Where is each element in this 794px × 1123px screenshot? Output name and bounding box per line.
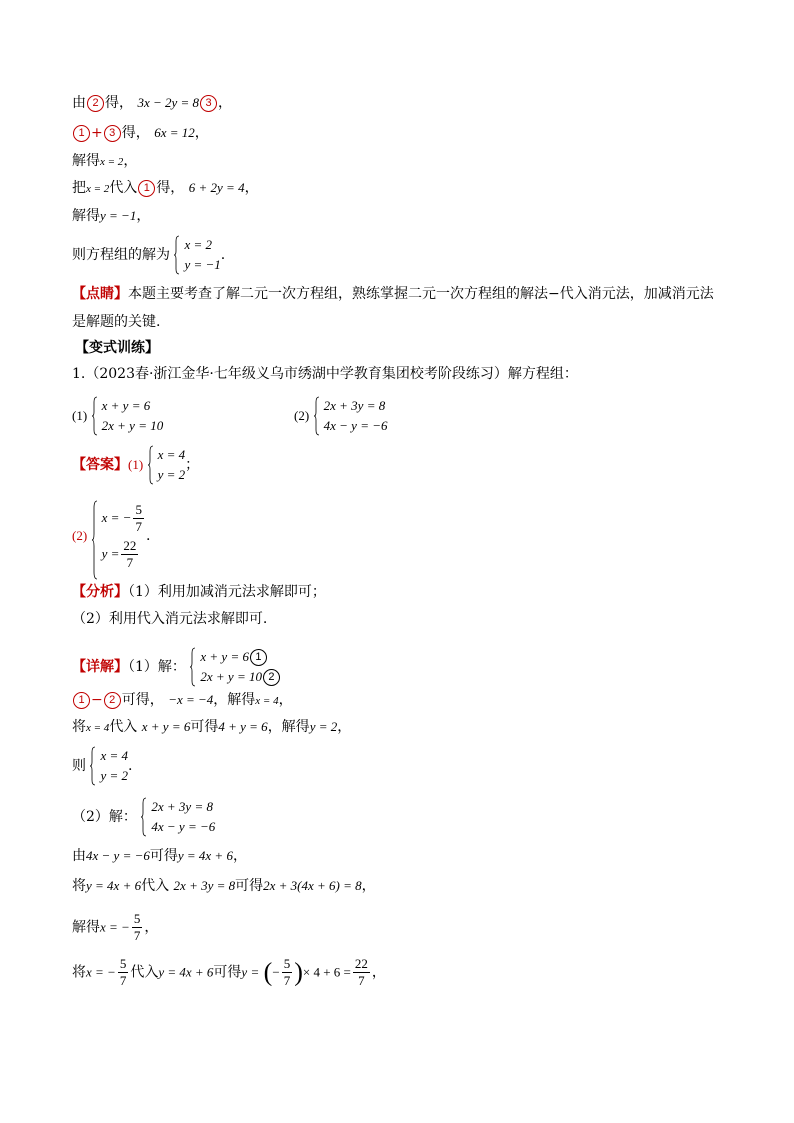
brace-icon <box>314 396 320 436</box>
text: 可得， <box>121 692 164 708</box>
equation-system <box>190 647 281 687</box>
system-row: x = 4 <box>100 748 128 763</box>
circled-1-marker: 1 <box>73 125 90 142</box>
equation-system <box>148 445 186 485</box>
plus-sign: + <box>91 125 103 141</box>
text: ，解得 <box>213 692 256 708</box>
text: 由 <box>72 95 86 111</box>
brace-icon <box>148 445 154 485</box>
system-row: x = 2 <box>184 237 212 252</box>
comment-text: 本题主要考查了解二元一次方程组，熟练掌握二元一次方程组的解法−代入消元法，加减消元法 <box>128 286 714 302</box>
problem-2 <box>294 396 387 436</box>
detail-step-6 <box>72 911 158 944</box>
text: ， <box>218 95 233 111</box>
text: 则 <box>72 758 86 774</box>
equation-system <box>92 396 164 436</box>
circled-2-marker: 2 <box>263 669 280 686</box>
detail-tag: 【详解】 <box>72 659 128 675</box>
numerator: 22 <box>354 956 368 971</box>
step-line-3 <box>72 151 137 172</box>
system-row: x = 4 <box>157 447 186 462</box>
text: 将 <box>72 964 86 981</box>
equation: × 4 + 6 = <box>302 964 351 980</box>
equation: y = <box>241 964 260 980</box>
equation-system <box>141 797 215 837</box>
equation: 6 + 2y = 4 <box>188 180 245 195</box>
left-paren: ( <box>263 957 273 987</box>
system-row: y = −1 <box>184 257 221 272</box>
text: ， <box>244 180 259 196</box>
detail-step-2 <box>72 717 351 738</box>
analysis-tag: 【分析】 <box>72 584 128 600</box>
text: . <box>220 247 226 263</box>
text: ， <box>371 964 386 981</box>
comment-line-1 <box>72 284 714 304</box>
text: 可得 <box>190 719 219 735</box>
numerator: 5 <box>133 911 141 926</box>
numerator: 5 <box>135 501 142 517</box>
fraction <box>121 538 138 571</box>
text: 代入 <box>141 878 170 894</box>
answer-label: (1) <box>128 457 144 472</box>
brace-icon <box>190 647 196 687</box>
text: 将 <box>72 878 86 894</box>
denominator: 7 <box>133 928 141 943</box>
equation: x = − <box>101 510 132 525</box>
equation: 3x − 2y = 8 <box>137 95 200 110</box>
text: ， <box>123 153 138 169</box>
text: 解得 <box>72 153 100 169</box>
text: 得， <box>156 180 185 196</box>
fraction <box>353 956 370 989</box>
detail-step-4 <box>72 846 247 866</box>
step-line-5 <box>72 206 150 226</box>
equation: x + y = 6 <box>141 719 191 734</box>
minus-sign: − <box>272 964 280 980</box>
equation: x = 4 <box>86 722 110 734</box>
text: ，解得 <box>267 719 310 735</box>
equation-system <box>90 746 128 786</box>
text: 可得 <box>235 878 264 894</box>
detail-step-5 <box>72 876 376 896</box>
answer-label: (2) <box>72 528 88 543</box>
text: 将 <box>72 719 86 735</box>
detail-step-1 <box>72 690 293 711</box>
equation: x = − <box>100 919 130 935</box>
problem-text: 1.（2023春·浙江金华·七年级义乌市绣湖中学教育集团校考阶段练习）解方程组： <box>72 366 578 382</box>
fraction <box>132 911 143 944</box>
text: . <box>145 528 151 544</box>
equation: 2x + 3(4x + 6) = 8 <box>263 878 362 893</box>
equation: 2x + y = 10 <box>200 669 262 684</box>
text: 得， <box>121 125 150 141</box>
equation: y = 4x + 6 <box>177 848 233 863</box>
denominator: 7 <box>126 554 134 570</box>
equation-system <box>314 396 388 436</box>
text: ， <box>144 919 159 936</box>
text: 可得 <box>213 964 242 981</box>
system-row <box>102 536 146 572</box>
brace-icon <box>90 746 96 786</box>
equation: 6x = 12 <box>154 125 195 140</box>
equation: y = 4x + 6 <box>86 878 142 893</box>
circled-2-marker: 2 <box>104 692 121 709</box>
analysis-line-2: （2）利用代入消元法求解即可. <box>72 611 268 627</box>
text: 则方程组的解为 <box>72 247 170 263</box>
system-row: y = 2 <box>157 467 186 482</box>
fraction <box>118 956 129 989</box>
system-row: 4x − y = −6 <box>323 418 388 433</box>
text: 得， <box>105 95 133 111</box>
equation: x = − <box>86 964 116 980</box>
detail-text: （2）解： <box>72 809 137 825</box>
brace-icon <box>141 797 147 837</box>
circled-1-marker: 1 <box>250 649 267 666</box>
system-row: 2x + 3y = 8 <box>151 799 213 814</box>
numerator: 5 <box>119 956 127 971</box>
equation: x = 2 <box>100 156 124 168</box>
text: 由 <box>72 848 86 864</box>
text: 把 <box>72 180 86 196</box>
brace-icon <box>92 396 98 436</box>
equation: x = 2 <box>86 183 110 195</box>
comment-line-2 <box>72 312 160 332</box>
step-line-4 <box>72 178 259 199</box>
brace-icon <box>92 500 98 580</box>
system-row: x + y = 6 <box>101 398 151 413</box>
numerator: 5 <box>283 956 291 971</box>
step-line-2 <box>72 123 209 143</box>
circled-2-marker: 2 <box>87 95 104 112</box>
comment-text: 是解题的关键. <box>72 314 161 330</box>
equation: x = 4 <box>255 695 279 707</box>
step-line-1 <box>72 93 232 113</box>
system-row <box>200 667 281 687</box>
system-row: 2x + 3y = 8 <box>323 398 386 413</box>
equation: y = 4x + 6 <box>158 964 214 980</box>
equation: x + y = 6 <box>200 649 249 664</box>
equation: y = <box>101 546 120 561</box>
system-row: 4x − y = −6 <box>151 819 216 834</box>
system-row: y = 2 <box>100 768 128 783</box>
circled-1-marker: 1 <box>138 180 155 197</box>
text: ， <box>194 125 209 141</box>
text: ， <box>232 848 247 864</box>
circled-1-marker: 1 <box>73 692 90 709</box>
text: 代入 <box>130 964 159 981</box>
equation: y = 2 <box>309 719 338 734</box>
text: . <box>128 758 133 774</box>
detail-text: （1）解： <box>128 659 186 675</box>
text: ， <box>136 208 151 224</box>
numerator: 22 <box>123 537 137 553</box>
denominator: 7 <box>135 518 142 534</box>
system-row <box>102 500 146 536</box>
detail-step-7 <box>72 956 386 989</box>
brace-icon <box>174 235 180 275</box>
text: 代入 <box>109 180 138 196</box>
equation: y = −1 <box>100 208 137 223</box>
problem-1 <box>72 396 163 436</box>
answer-line <box>72 445 199 485</box>
text: ； <box>185 457 200 473</box>
fraction <box>133 502 144 535</box>
text: ， <box>337 719 352 735</box>
text: 可得 <box>149 848 178 864</box>
detail-line-1 <box>72 647 281 687</box>
circled-3-marker: 3 <box>200 95 217 112</box>
analysis-text: （1）利用加减消元法求解即可； <box>128 584 326 600</box>
system-row <box>200 647 281 667</box>
text: 解得 <box>72 919 100 936</box>
text: 解得 <box>72 208 100 224</box>
solution-line <box>72 235 225 275</box>
denominator: 7 <box>119 973 127 988</box>
minus-sign: − <box>91 692 103 708</box>
denominator: 7 <box>283 973 291 988</box>
equation-system <box>92 500 146 572</box>
circled-3-marker: 3 <box>104 125 121 142</box>
comment-tag: 【点睛】 <box>72 286 128 302</box>
equation: 2x + 3y = 8 <box>173 878 236 893</box>
problem-label: (2) <box>294 408 310 423</box>
equation: −x = −4 <box>168 692 214 707</box>
detail-step-3 <box>72 746 132 786</box>
answer-tag: 【答案】 <box>72 457 128 473</box>
problem-label: (1) <box>72 408 88 423</box>
text: ， <box>278 692 293 708</box>
answer-line-2 <box>72 500 150 572</box>
right-paren: ) <box>294 957 303 987</box>
detail-line-2 <box>72 797 215 837</box>
fraction <box>282 956 293 989</box>
variant-header: 【变式训练】 <box>75 340 159 356</box>
text: 代入 <box>109 719 138 735</box>
equation: 4x − y = −6 <box>86 848 150 863</box>
system-row: 2x + y = 10 <box>101 418 164 433</box>
equation-system <box>174 235 220 275</box>
denominator: 7 <box>358 973 365 988</box>
analysis-line-1 <box>72 582 326 602</box>
equation: 4 + y = 6 <box>218 719 268 734</box>
text: ， <box>361 878 376 894</box>
